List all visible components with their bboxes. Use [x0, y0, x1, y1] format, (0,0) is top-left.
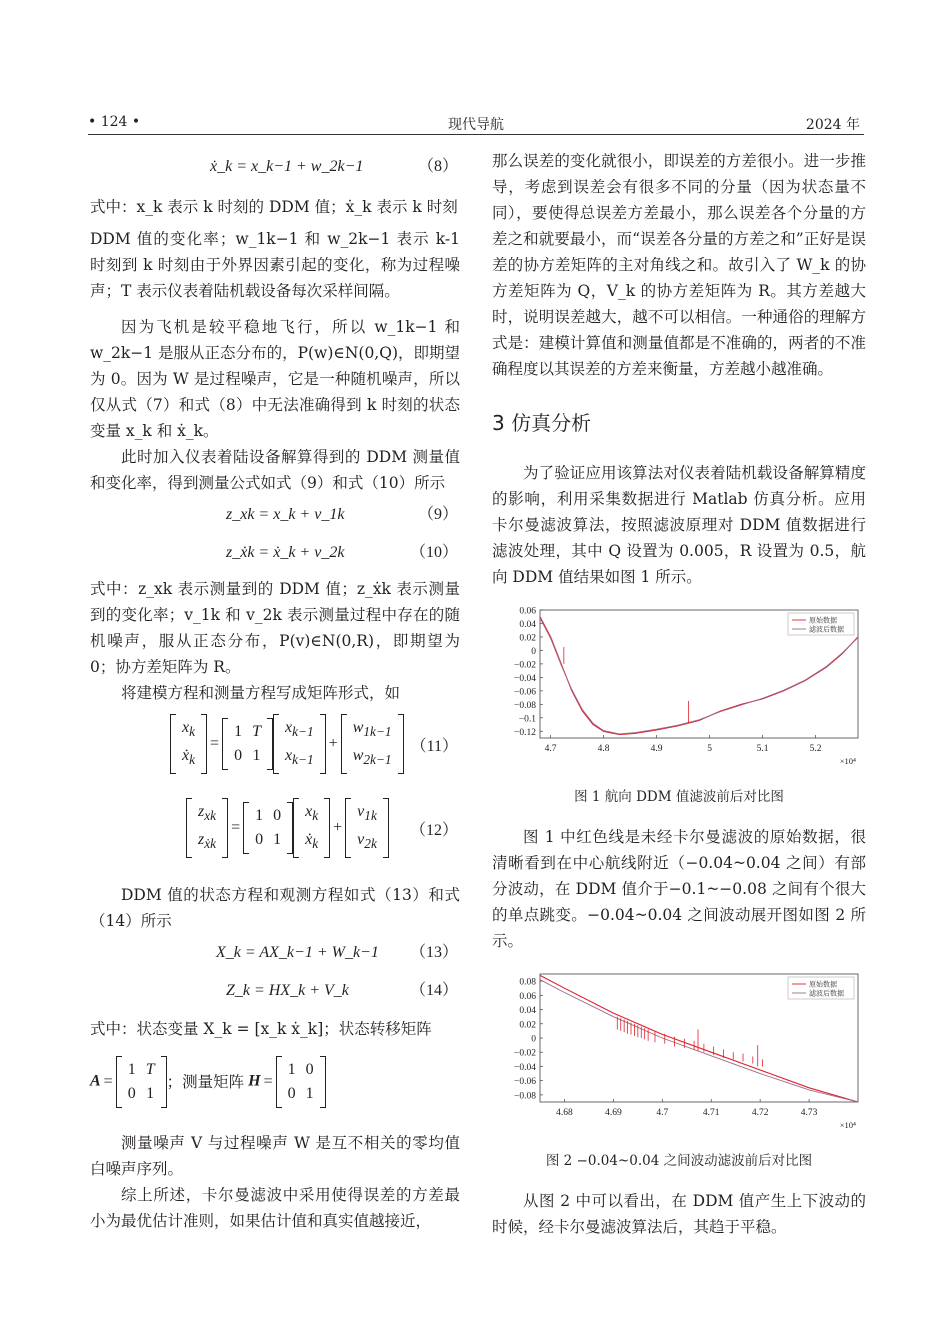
x-axis-multiplier: ×10⁴: [839, 1120, 856, 1130]
equation-9-number: （9）: [417, 506, 458, 523]
y-tick-label: 0: [531, 1034, 536, 1045]
matrix-definitions: A = 1 T 0 1 ；测量矩阵 H = 1 0 0 1: [90, 1056, 460, 1118]
right-column: [492, 148, 866, 1240]
left-column: [90, 148, 460, 1234]
paragraph-normal-distribution: 因为飞机是较平稳地飞行，所以 w_1k−1 和 w_2k−1 是服从正态分布的，P(w)∈N(0,Q)，即期望为 0。因为 W 是过程噪声，它是一种随机噪声，所以仅从式（7）和式（8）中无法准确得到 k 时刻的状态变量 x_k 和 ẋ_k。: [90, 318, 460, 440]
y-tick-label: −0.04: [514, 673, 536, 684]
page-number: • 124 •: [88, 114, 141, 130]
y-tick-label: 0.04: [519, 619, 536, 630]
matrix-process-noise: $w_{1k-1}$ $w_{2k-1}$: [341, 714, 404, 774]
equation-8: [210, 148, 460, 186]
legend-label: 滤波后数据: [809, 625, 844, 634]
equation-8-number: （8）: [417, 158, 458, 175]
y-tick-label: 0.04: [519, 1006, 536, 1017]
figure-1-chart: [492, 604, 866, 772]
matrix-measurement-noise: $v_{1k}$ $v_{2k}$: [345, 798, 389, 858]
paragraph-state-observation: DDM 值的状态方程和观测方程如式（13）和式（14）所示: [90, 886, 460, 930]
y-tick-label: −0.12: [514, 727, 536, 738]
equation-13: [216, 934, 460, 972]
y-tick-label: −0.08: [514, 1091, 536, 1102]
y-tick-label: −0.06: [514, 1077, 536, 1088]
paragraph-simulation: 为了验证应用该算法对仪表着陆机载设备解算精度的影响，利用采集数据进行 Matlab 仿真分析。应用卡尔曼滤波算法，按照滤波原理对 DDM 值数据进行滤波处理，其中 Q 设置为 0.005，R 设置为 0.5，航向 DDM 值结果如图 1 所示。: [492, 464, 866, 586]
equation-10-expr: z_ẋk = ẋ_k + v_2k: [226, 544, 345, 561]
measurement-matrix-label: ；测量矩阵: [166, 1073, 245, 1091]
paragraph-symbols-intro: 式中：x_k 表示 k 时刻的 DDM 值；ẋ_k 表示 k 时刻: [90, 198, 458, 216]
x-tick-label: 4.68: [556, 1108, 573, 1118]
equation-13-expr: X_k = AX_k−1 + W_k−1: [216, 944, 379, 961]
matrix-current-state: $x_k$ ẋ$_k$: [293, 798, 330, 858]
y-tick-label: 0.08: [519, 977, 536, 988]
matrix-state: $x_k$ ẋ$_k$: [170, 714, 207, 774]
chart-legend: [788, 977, 854, 999]
matrix-transition: 1 T 0 1: [222, 718, 273, 770]
y-tick-label: 0: [531, 646, 536, 657]
equation-14-number: （14）: [409, 982, 458, 999]
equation-10-number: （10）: [409, 544, 458, 561]
page-header: [88, 112, 864, 135]
y-tick-label: −0.02: [514, 1048, 536, 1059]
section-heading: 3 仿真分析: [492, 411, 592, 435]
journal-name: 现代导航: [448, 117, 504, 133]
y-tick-label: 0.06: [519, 991, 536, 1002]
legend-label: 原始数据: [809, 616, 837, 625]
x-tick-label: 4.72: [751, 1108, 769, 1118]
y-tick-label: 0.06: [519, 606, 536, 617]
y-tick-label: −0.02: [514, 660, 536, 671]
equation-10: [226, 534, 460, 572]
y-tick-label: −0.08: [514, 700, 536, 711]
figure-1-caption: 图 1 航向 DDM 值滤波前后对比图: [574, 789, 784, 805]
x-tick-label: 5: [707, 744, 712, 754]
x-tick-label: 4.73: [800, 1108, 818, 1118]
equation-14: [226, 972, 460, 1010]
paragraph-measurement: 此时加入仪表着陆设备解算得到的 DDM 测量值和变化率，得到测量公式如式（9）和式（10）所示: [90, 448, 460, 492]
x-tick-label: 5.1: [756, 744, 769, 754]
legend-label: 原始数据: [809, 980, 837, 989]
matrix-a: 1 T 0 1: [116, 1056, 167, 1108]
equation-12-number: （12）: [409, 822, 458, 839]
figure-1: [492, 604, 866, 810]
equation-11: $x_k$ ẋ$_k$ = 1 T 0 1 $x_{k-1}$ $x_{k-1}$ + $w_{1k-1}$ $w_{2k-1}$ （11）: [90, 714, 460, 784]
x-tick-label: 4.8: [597, 744, 610, 754]
y-tick-label: 0.02: [519, 633, 536, 644]
paragraph-state-variable: 式中：状态变量 X_k = [x_k ẋ_k]；状态转移矩阵: [90, 1020, 432, 1038]
y-tick-label: −0.04: [514, 1062, 536, 1073]
paragraph-error-covariance: 那么误差的变化就很小，即误差的方差很小。进一步推导，考虑到误差会有很多不同的分量（因为状态量不同），要使得总误差方差最小，那么误差各个分量的方差之和就要最小，而“误差各分量的方差之和”正好是误差的协方差矩阵的主对角线之和。故引入了 W_k 的协方差矩阵为 Q，V_k 的协方差矩阵为 R。其方差越大时，说明误差越大，越不可以相信。一种通俗的理解方式是：建模计算值和测量值都是不准确的，两者的不准确程度以其误差的方差来衡量，方差越小越准确。: [492, 152, 866, 378]
x-tick-label: 4.7: [544, 744, 557, 754]
figure-2-chart: [492, 968, 866, 1136]
paragraph-matrix-form: 将建模方程和测量方程写成矩阵形式，如: [121, 684, 401, 702]
equation-12: $z_{xk}$ $z_{ẋk}$ = 1 0 0 1 $x_k$ ẋ$_k$ + $v_{1k}$ $v_{2k}$ （12）: [90, 798, 460, 868]
figure-2-caption: 图 2 −0.04~0.04 之间波动滤波前后对比图: [545, 1153, 813, 1169]
matrix-identity: 1 0 0 1: [243, 802, 293, 854]
equation-9: [226, 496, 460, 534]
paragraph-symbols: DDM 值的变化率；w_1k−1 和 w_2k−1 表示 k-1 时刻到 k 时刻由于外界因素引起的变化，称为过程噪声；T 表示仪表着陆机载设备每次采样间隔。: [90, 230, 460, 300]
y-tick-label: −0.06: [514, 687, 536, 698]
y-tick-label: −0.1: [518, 714, 536, 725]
equation-13-number: （13）: [409, 944, 458, 961]
equation-11-number: （11）: [410, 738, 458, 755]
x-axis-multiplier: ×10⁴: [839, 756, 856, 766]
x-tick-label: 4.69: [605, 1108, 622, 1118]
y-tick-label: 0.02: [519, 1020, 536, 1031]
paragraph-summary: 综上所述，卡尔曼滤波中采用使得误差的方差最小为最优估计准则，如果估计值和真实值越接近，: [90, 1186, 460, 1230]
paragraph-measurement-symbols: 式中：z_xk 表示测量到的 DDM 值；z_ẋk 表示测量到的变化率；v_1k 和 v_2k 表示测量过程中存在的随机噪声，服从正态分布，P(v)∈N(0,R)，即期望为 0；协方差矩阵为 R。: [90, 580, 460, 676]
issue-year: 2024 年: [805, 117, 860, 133]
x-tick-label: 5.2: [809, 744, 822, 754]
equation-14-expr: Z_k = HX_k + V_k: [226, 982, 349, 999]
series-line-filtered: [540, 618, 858, 734]
paragraph-figure-1-analysis: 图 1 中红色线是未经卡尔曼滤波的原始数据，很清晰看到在中心航线附近（−0.04~0.04 之间）有部分波动，在 DDM 值介于−0.1~−0.08 之间有个很大的单点跳变。−0.04~0.04 之间波动展开图如图 2 所示。: [492, 828, 866, 950]
x-tick-label: 4.71: [702, 1108, 720, 1118]
equation-8-expr: ẋ_k = x_k−1 + w_2k−1: [210, 158, 364, 175]
equation-9-expr: z_xk = x_k + v_1k: [226, 506, 345, 523]
matrix-h: 1 0 0 1: [276, 1056, 326, 1108]
chart-legend: [788, 613, 854, 635]
matrix-prev-state: $x_{k-1}$ $x_{k-1}$: [273, 714, 326, 774]
paragraph-noise-independence: 测量噪声 V 与过程噪声 W 是互不相关的零均值白噪声序列。: [90, 1134, 460, 1178]
legend-label: 滤波后数据: [809, 989, 844, 998]
figure-2: [492, 968, 866, 1174]
x-tick-label: 4.9: [650, 744, 663, 754]
matrix-measurement: $z_{xk}$ $z_{ẋk}$: [186, 798, 228, 858]
paragraph-conclusion: 从图 2 中可以看出，在 DDM 值产生上下波动的时候，经卡尔曼滤波算法后，其趋于平稳。: [492, 1192, 866, 1236]
x-tick-label: 4.7: [656, 1108, 669, 1118]
